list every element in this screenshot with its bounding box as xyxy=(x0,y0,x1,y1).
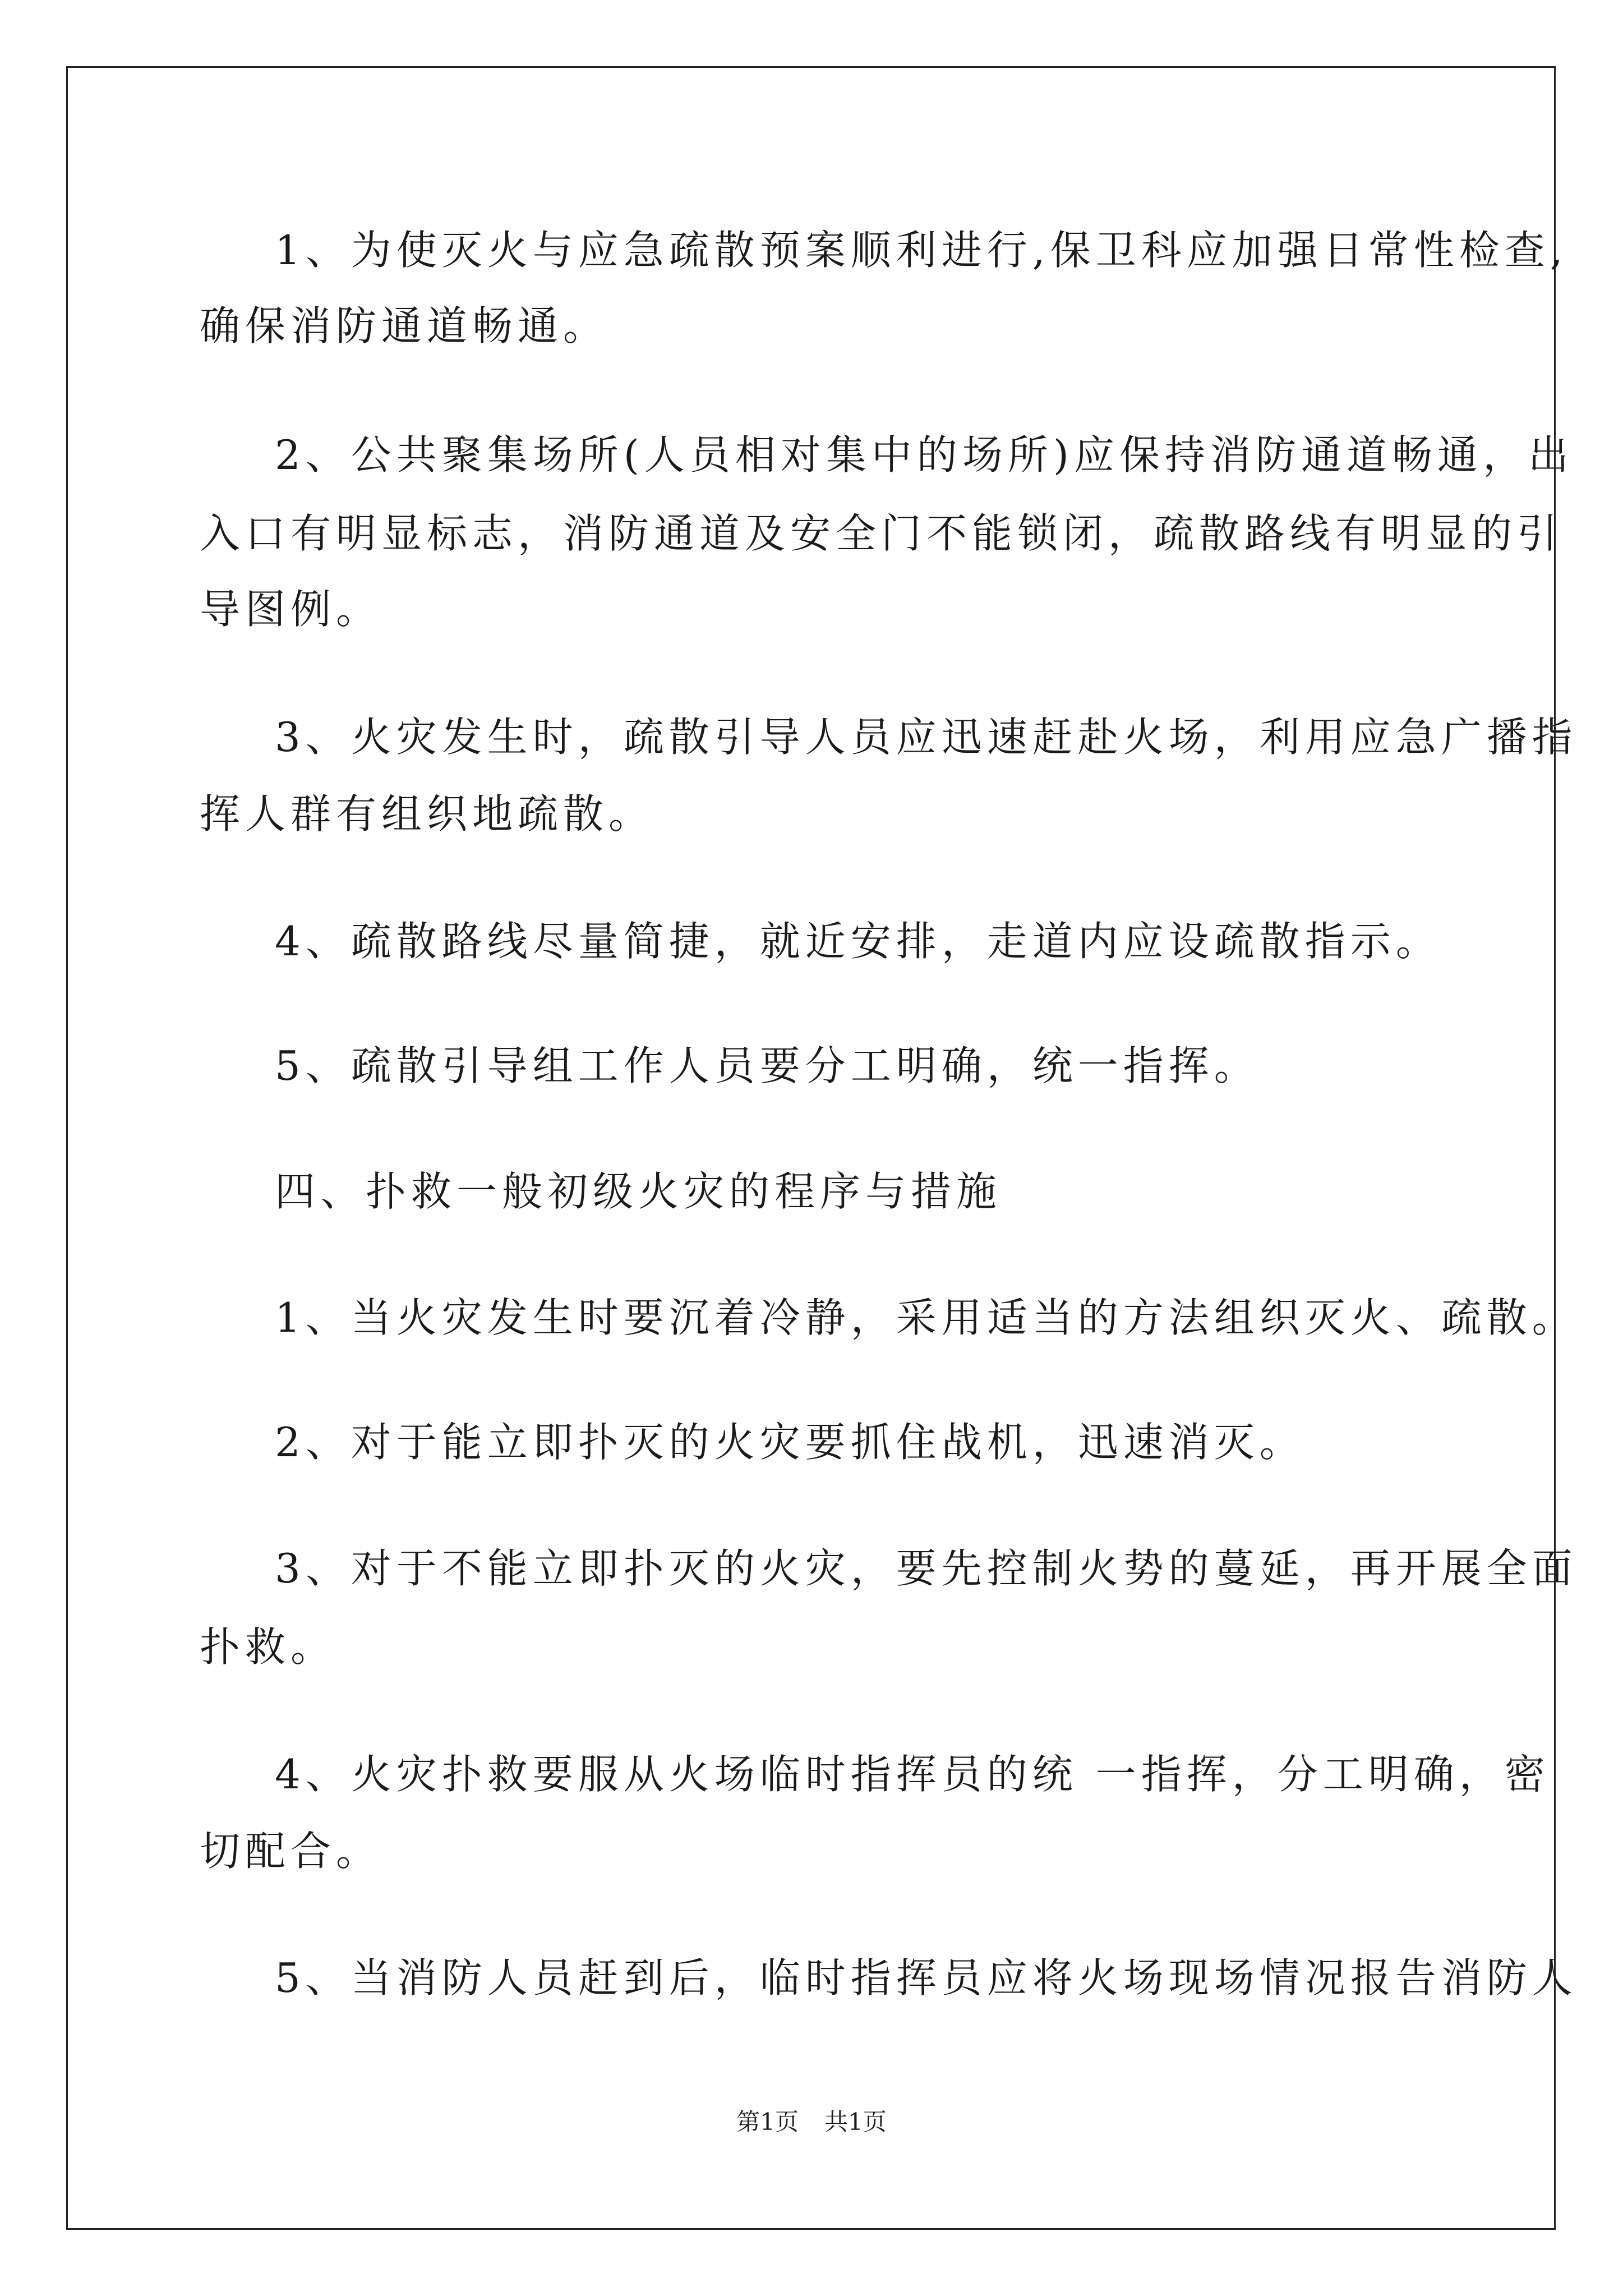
paragraph-line: 挥人群有组织地疏散。 xyxy=(200,790,654,838)
paragraph-line: 5、当消防人员赶到后，临时指挥员应将火场现场情况报告消防人 xyxy=(275,1954,1578,2001)
page-number: 第1页 xyxy=(736,2108,799,2136)
paragraph-line: 扑救。 xyxy=(200,1623,336,1671)
paragraph-line: 3、火灾发生时，疏散引导人员应迅速赶赴火场，利用应急广播指 xyxy=(275,714,1578,761)
paragraph-line: 4、疏散路线尽量简捷，就近安排，走道内应设疏散指示。 xyxy=(275,918,1441,965)
paragraph-line: 2、对于能立即扑灭的火灾要抓住战机，迅速消灭。 xyxy=(275,1419,1305,1466)
paragraph-line: 5、疏散引导组工作人员要分工明确，统一指挥。 xyxy=(275,1042,1260,1089)
page-total: 共1页 xyxy=(824,2108,887,2136)
paragraph-line: 4、火灾扑救要服从火场临时指挥员的统 一指挥，分工明确，密 xyxy=(275,1751,1550,1798)
paragraph-line: 1、当火灾发生时要沉着冷静，采用适当的方法组织灭火、疏散。 xyxy=(275,1294,1578,1341)
paragraph-line: 确保消防通道畅通。 xyxy=(200,302,609,349)
section-heading: 四、扑救一般初级火灾的程序与措施 xyxy=(275,1168,1002,1215)
page-border xyxy=(66,66,1556,2230)
page-footer xyxy=(0,2110,1623,2134)
paragraph-line: 切配合。 xyxy=(200,1828,382,1875)
paragraph-line: 导图例。 xyxy=(200,586,382,633)
paragraph-line: 3、对于不能立即扑灭的火灾，要先控制火势的蔓延，再开展全面 xyxy=(275,1545,1578,1592)
paragraph-line: 入口有明显标志，消防通道及安全门不能锁闭，疏散路线有明显的引 xyxy=(200,510,1563,557)
paragraph-line: 1、为使灭火与应急疏散预案顺利进行,保卫科应加强日常性检查, xyxy=(275,227,1568,274)
paragraph-line: 2、公共聚集场所(人员相对集中的场所)应保持消防通道畅通，出 xyxy=(275,431,1574,478)
